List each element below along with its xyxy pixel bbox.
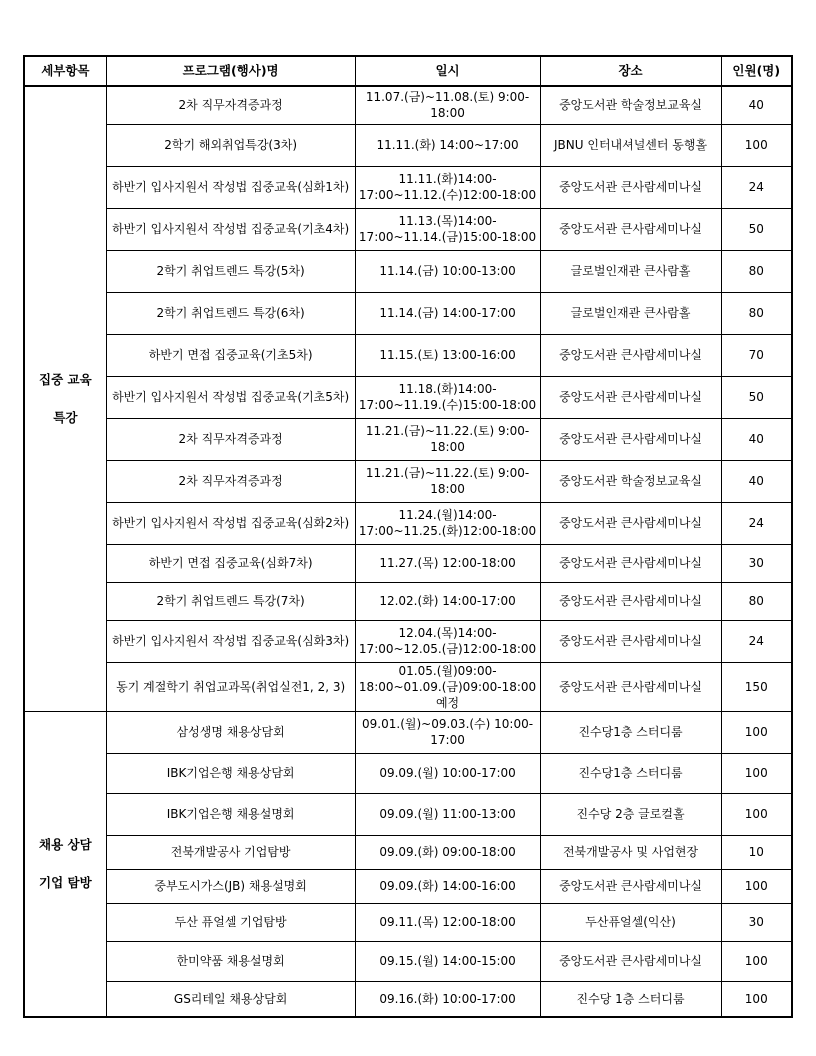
program-cell: 2차 직무자격증과정 — [106, 460, 355, 502]
datetime-cell: 11.11.(화) 14:00~17:00 — [355, 124, 540, 166]
datetime-cell: 11.24.(월)14:00-17:00~11.25.(화)12:00-18:00 — [355, 502, 540, 544]
table-row — [24, 124, 792, 166]
program-cell: 2차 직무자격증과정 — [106, 418, 355, 460]
program-cell: 2학기 취업트렌드 특강(7차) — [106, 582, 355, 620]
place-cell: 중앙도서관 큰사람세미나실 — [540, 662, 721, 711]
table-row — [24, 292, 792, 334]
program-cell: 하반기 입사지원서 작성법 집중교육(기초5차) — [106, 376, 355, 418]
place-cell: 글로벌인재관 큰사람홀 — [540, 292, 721, 334]
count-cell: 80 — [721, 292, 792, 334]
datetime-cell: 11.13.(목)14:00-17:00~11.14.(금)15:00-18:00 — [355, 208, 540, 250]
table-row — [24, 753, 792, 793]
count-cell: 24 — [721, 502, 792, 544]
count-cell: 40 — [721, 86, 792, 124]
datetime-cell: 11.21.(금)~11.22.(토) 9:00-18:00 — [355, 418, 540, 460]
place-cell: 중앙도서관 큰사람세미나실 — [540, 544, 721, 582]
datetime-cell: 11.14.(금) 14:00-17:00 — [355, 292, 540, 334]
program-cell: 하반기 면접 집중교육(심화7차) — [106, 544, 355, 582]
header-category: 세부항목 — [24, 56, 106, 86]
program-cell: IBK기업은행 채용설명회 — [106, 793, 355, 835]
program-cell: GS리테일 채용상담회 — [106, 981, 355, 1017]
program-cell: 하반기 입사지원서 작성법 집중교육(심화1차) — [106, 166, 355, 208]
count-cell: 100 — [721, 124, 792, 166]
header-place: 장소 — [540, 56, 721, 86]
program-cell: 하반기 입사지원서 작성법 집중교육(심화3차) — [106, 620, 355, 662]
program-cell: 중부도시가스(JB) 채용설명회 — [106, 869, 355, 903]
table-row — [24, 460, 792, 502]
place-cell: 중앙도서관 큰사람세미나실 — [540, 376, 721, 418]
table-row — [24, 166, 792, 208]
table-row — [24, 208, 792, 250]
table-row — [24, 620, 792, 662]
count-cell: 100 — [721, 869, 792, 903]
place-cell: JBNU 인터내셔널센터 동행홀 — [540, 124, 721, 166]
place-cell: 진수당1층 스터디룸 — [540, 711, 721, 753]
table-row — [24, 793, 792, 835]
table-row — [24, 376, 792, 418]
table-row — [24, 869, 792, 903]
program-cell: 전북개발공사 기업탐방 — [106, 835, 355, 869]
category-label-line: 채용 상담 — [39, 837, 92, 853]
place-cell: 중앙도서관 큰사람세미나실 — [540, 582, 721, 620]
category-cell — [24, 86, 106, 711]
place-cell: 글로벌인재관 큰사람홀 — [540, 250, 721, 292]
place-cell: 중앙도서관 학술정보교육실 — [540, 86, 721, 124]
place-cell: 중앙도서관 큰사람세미나실 — [540, 502, 721, 544]
table-row — [24, 941, 792, 981]
program-cell: IBK기업은행 채용상담회 — [106, 753, 355, 793]
place-cell: 진수당 1층 스터디룸 — [540, 981, 721, 1017]
schedule-table — [23, 55, 793, 1018]
count-cell: 100 — [721, 753, 792, 793]
table-row — [24, 544, 792, 582]
count-cell: 50 — [721, 208, 792, 250]
program-cell: 두산 퓨얼셀 기업탐방 — [106, 903, 355, 941]
place-cell: 중앙도서관 큰사람세미나실 — [540, 166, 721, 208]
program-cell: 하반기 입사지원서 작성법 집중교육(심화2차) — [106, 502, 355, 544]
datetime-cell: 09.09.(화) 14:00-16:00 — [355, 869, 540, 903]
datetime-cell: 09.11.(목) 12:00-18:00 — [355, 903, 540, 941]
place-cell: 중앙도서관 학술정보교육실 — [540, 460, 721, 502]
table-row — [24, 582, 792, 620]
category-label-line: 특강 — [53, 410, 78, 426]
count-cell: 80 — [721, 582, 792, 620]
place-cell: 전북개발공사 및 사업현장 — [540, 835, 721, 869]
table-row — [24, 711, 792, 753]
table-row — [24, 981, 792, 1017]
count-cell: 100 — [721, 941, 792, 981]
header-datetime: 일시 — [355, 56, 540, 86]
datetime-cell: 11.14.(금) 10:00-13:00 — [355, 250, 540, 292]
table-row — [24, 903, 792, 941]
count-cell: 24 — [721, 620, 792, 662]
count-cell: 40 — [721, 418, 792, 460]
program-cell: 삼성생명 채용상담회 — [106, 711, 355, 753]
datetime-cell: 11.11.(화)14:00-17:00~11.12.(수)12:00-18:00 — [355, 166, 540, 208]
category-label-line: 기업 탐방 — [39, 875, 92, 891]
program-cell: 하반기 면접 집중교육(기초5차) — [106, 334, 355, 376]
count-cell: 100 — [721, 981, 792, 1017]
program-cell: 동기 계절학기 취업교과목(취업실전1, 2, 3) — [106, 662, 355, 711]
header-row — [24, 56, 792, 86]
table-row — [24, 334, 792, 376]
datetime-cell: 12.04.(목)14:00-17:00~12.05.(금)12:00-18:00 — [355, 620, 540, 662]
datetime-cell: 11.15.(토) 13:00-16:00 — [355, 334, 540, 376]
place-cell: 진수당1층 스터디룸 — [540, 753, 721, 793]
table-row — [24, 86, 792, 124]
count-cell: 24 — [721, 166, 792, 208]
category-cell — [24, 711, 106, 1017]
place-cell: 중앙도서관 큰사람세미나실 — [540, 941, 721, 981]
place-cell: 중앙도서관 큰사람세미나실 — [540, 334, 721, 376]
place-cell: 중앙도서관 큰사람세미나실 — [540, 418, 721, 460]
table-row — [24, 662, 792, 711]
category-gap — [27, 854, 104, 873]
place-cell: 두산퓨얼셀(익산) — [540, 903, 721, 941]
count-cell: 100 — [721, 711, 792, 753]
place-cell: 중앙도서관 큰사람세미나실 — [540, 620, 721, 662]
datetime-cell: 09.09.(화) 09:00-18:00 — [355, 835, 540, 869]
datetime-cell: 09.01.(월)~09.03.(수) 10:00-17:00 — [355, 711, 540, 753]
table-row — [24, 835, 792, 869]
datetime-cell: 12.02.(화) 14:00-17:00 — [355, 582, 540, 620]
count-cell: 150 — [721, 662, 792, 711]
datetime-cell: 09.16.(화) 10:00-17:00 — [355, 981, 540, 1017]
program-cell: 2학기 취업트렌드 특강(5차) — [106, 250, 355, 292]
table-row — [24, 418, 792, 460]
datetime-cell: 09.09.(월) 10:00-17:00 — [355, 753, 540, 793]
table-row — [24, 502, 792, 544]
count-cell: 10 — [721, 835, 792, 869]
place-cell: 진수당 2층 글로컬홀 — [540, 793, 721, 835]
table-row — [24, 250, 792, 292]
header-program: 프로그램(행사)명 — [106, 56, 355, 86]
datetime-cell: 11.27.(목) 12:00-18:00 — [355, 544, 540, 582]
count-cell: 30 — [721, 903, 792, 941]
header-count: 인원(명) — [721, 56, 792, 86]
count-cell: 80 — [721, 250, 792, 292]
datetime-cell: 11.18.(화)14:00-17:00~11.19.(수)15:00-18:00 — [355, 376, 540, 418]
datetime-cell: 01.05.(월)09:00-18:00~01.09.(금)09:00-18:00 예정 — [355, 662, 540, 711]
datetime-cell: 11.07.(금)~11.08.(토) 9:00-18:00 — [355, 86, 540, 124]
program-cell: 한미약품 채용설명회 — [106, 941, 355, 981]
datetime-cell: 09.15.(월) 14:00-15:00 — [355, 941, 540, 981]
count-cell: 100 — [721, 793, 792, 835]
count-cell: 70 — [721, 334, 792, 376]
place-cell: 중앙도서관 큰사람세미나실 — [540, 208, 721, 250]
place-cell: 중앙도서관 큰사람세미나실 — [540, 869, 721, 903]
category-label-line: 집중 교육 — [39, 372, 92, 388]
count-cell: 30 — [721, 544, 792, 582]
program-cell: 2학기 취업트렌드 특강(6차) — [106, 292, 355, 334]
datetime-cell: 09.09.(월) 11:00-13:00 — [355, 793, 540, 835]
count-cell: 50 — [721, 376, 792, 418]
count-cell: 40 — [721, 460, 792, 502]
program-cell: 2학기 해외취업특강(3차) — [106, 124, 355, 166]
program-cell: 하반기 입사지원서 작성법 집중교육(기초4차) — [106, 208, 355, 250]
datetime-cell: 11.21.(금)~11.22.(토) 9:00-18:00 — [355, 460, 540, 502]
program-cell: 2차 직무자격증과정 — [106, 86, 355, 124]
category-gap — [27, 389, 104, 408]
